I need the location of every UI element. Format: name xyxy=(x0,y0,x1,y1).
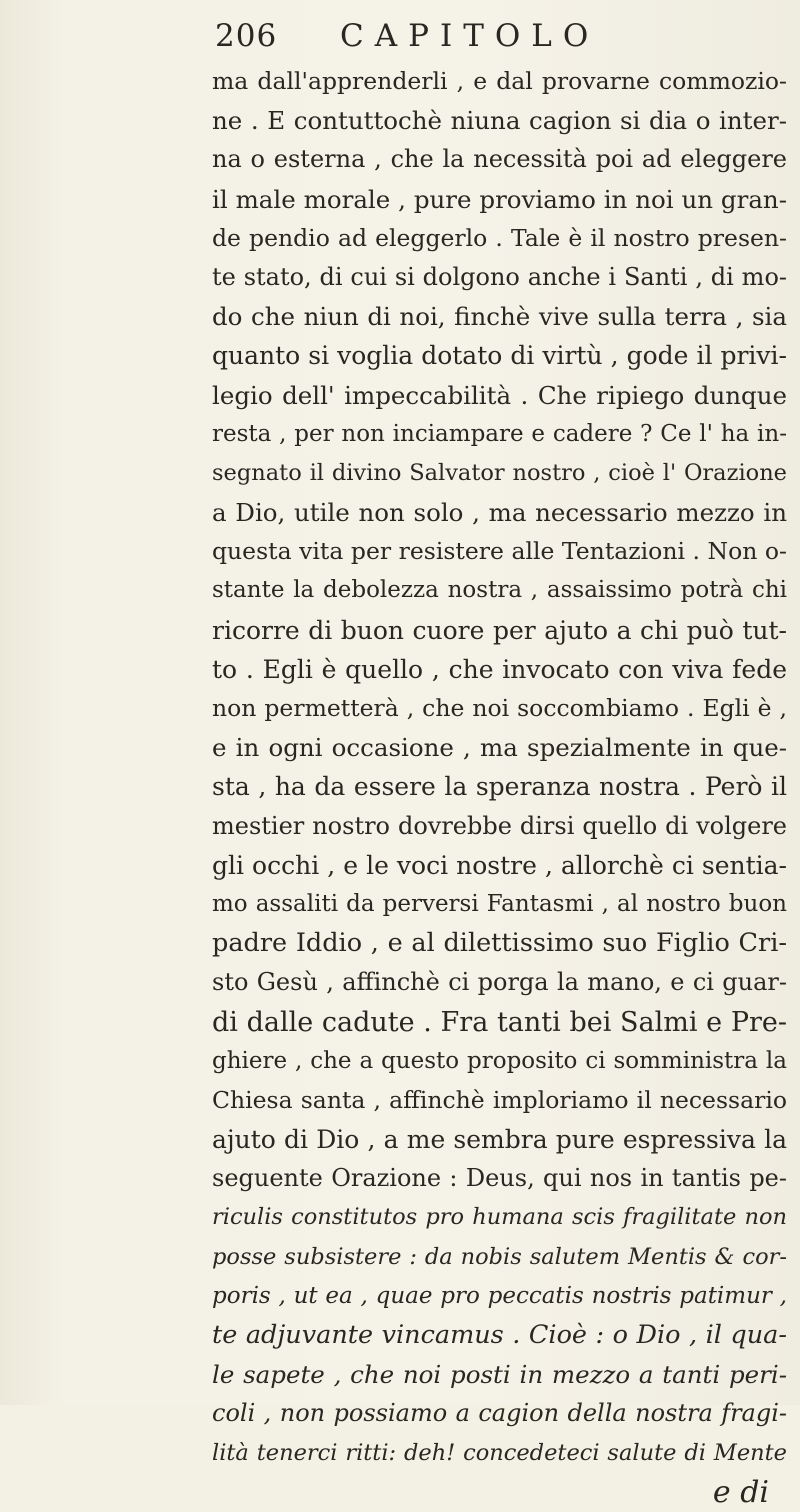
text-line: te stato, di cui si dolgono anche i Santi , di mo- xyxy=(212,262,787,291)
text-line: na o esterna , che la necessità poi ad eleggere xyxy=(212,145,787,174)
text-line: coli , non possiamo a cagion della nostra fragi- xyxy=(212,1399,787,1428)
text-line: mestier nostro dovrebbe dirsi quello di volgere xyxy=(212,811,787,840)
text-line: a Dio, utile non solo , ma necessario mezzo in xyxy=(212,498,787,528)
text-line: ma dall'apprenderli , e dal provarne commozio- xyxy=(212,67,787,95)
text-line: le sapete , che noi posti in mezzo a tanti peri- xyxy=(212,1360,787,1390)
text-line: seguente Orazione : Deus, qui nos in tantis pe- xyxy=(212,1164,787,1193)
text-line: gli occhi , e le voci nostre , allorchè ci sentia- xyxy=(212,850,787,880)
text-line: ne . E contuttochè niuna cagion si dia o inter- xyxy=(212,106,787,136)
catchword: e di xyxy=(712,1474,769,1510)
text-line: questa vita per resistere alle Tentazioni . Non o- xyxy=(212,537,787,566)
text-line: di dalle cadute . Fra tanti bei Salmi e Pre- xyxy=(212,1006,787,1038)
text-line: ricorre di buon cuore per ajuto a chi può tut- xyxy=(212,615,787,645)
text-line: segnato il divino Salvator nostro , cioè l' Orazione xyxy=(212,459,787,486)
text-line: sto Gesù , affinchè ci porga la mano, e ci guar- xyxy=(212,968,787,997)
page-number: 206 xyxy=(215,18,278,54)
text-line: Chiesa santa , affinchè imploriamo il necessario xyxy=(212,1085,787,1114)
text-line: quanto si voglia dotato di virtù , gode il privi- xyxy=(212,341,787,371)
text-line: to . Egli è quello , che invocato con viva fede xyxy=(212,654,787,684)
text-line: resta , per non inciampare e cadere ? Ce l' ha in- xyxy=(212,420,787,447)
page-header xyxy=(215,18,655,58)
text-line: e in ogni occasione , ma spezialmente in que- xyxy=(212,733,787,763)
body-text xyxy=(212,62,787,1512)
text-line: il male morale , pure proviamo in noi un gran- xyxy=(212,184,787,214)
text-line: ajuto di Dio , a me sembra pure espressiva la xyxy=(212,1125,787,1155)
text-line: mo assaliti da perversi Fantasmi , al nostro buon xyxy=(212,890,787,917)
text-line: posse subsistere : da nobis salutem Mentis & cor- xyxy=(212,1243,787,1270)
text-line: poris , ut ea , quae pro peccatis nostris patimur , xyxy=(212,1282,787,1309)
text-line: non permetterà , che noi soccombiamo . Egli è , xyxy=(212,694,787,722)
text-line: padre Iddio , e al dilettissimo suo Figlio Cri- xyxy=(212,928,787,959)
text-line: te adjuvante vincamus . Cioè : o Dio , il qua- xyxy=(212,1320,787,1350)
text-line: lità tenerci ritti: deh! concedeteci salute di Mente xyxy=(212,1439,787,1466)
text-line: sta , ha da essere la speranza nostra . Però il xyxy=(212,772,787,802)
text-line: stante la debolezza nostra , assaissimo potrà chi xyxy=(212,577,787,604)
text-line: de pendio ad eleggerlo . Tale è il nostro presen- xyxy=(212,223,787,252)
text-line: legio dell' impeccabilità . Che ripiego dunque xyxy=(212,380,787,410)
running-title: CAPITOLO xyxy=(340,18,600,54)
text-line: riculis constitutos pro humana scis fragilitate non xyxy=(212,1204,787,1231)
text-line: ghiere , che a questo proposito ci somministra la xyxy=(212,1047,787,1074)
text-line: do che niun di noi, finchè vive sulla terra , sia xyxy=(212,302,787,332)
